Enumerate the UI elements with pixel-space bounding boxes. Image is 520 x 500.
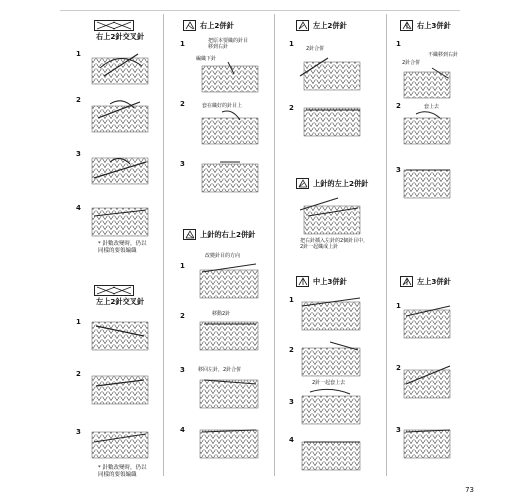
- swatch-illustration: [300, 436, 364, 478]
- purl-decrease-left-symbol-icon: [296, 178, 309, 189]
- step-number: 1: [180, 262, 185, 270]
- swatch-illustration: [298, 54, 364, 98]
- step-number: 2: [289, 346, 294, 354]
- cross-symbol-icon: [94, 285, 134, 296]
- symbol-cross-left: [94, 285, 134, 296]
- swatch-illustration: [302, 102, 364, 144]
- caption: 改變針目的方向: [205, 253, 241, 259]
- section-header: [296, 178, 368, 189]
- section-header: [296, 276, 347, 287]
- caption: 2針合併: [306, 46, 325, 52]
- caption: 把右針插入左針的2個針目中， 2針一起織成上針: [300, 238, 369, 250]
- swatch-illustration: [402, 110, 454, 150]
- step-number: 3: [180, 366, 185, 374]
- section-title: 左上3併針: [417, 276, 451, 286]
- step-number: 2: [180, 100, 185, 108]
- step-number: 2: [396, 102, 401, 110]
- section-header: [183, 229, 255, 240]
- caption: 2針合併: [402, 60, 421, 66]
- section-title: 中上3併針: [313, 276, 347, 286]
- center-decrease-symbol-icon: [296, 276, 309, 287]
- step-number: 3: [180, 160, 185, 168]
- section-title: 左上2針交叉針: [96, 297, 145, 306]
- caption: 2針一起套上去: [312, 380, 346, 386]
- swatch-illustration: [90, 200, 150, 244]
- section-header: [296, 20, 347, 31]
- step-number: 1: [396, 302, 401, 310]
- step-number: 1: [289, 296, 294, 304]
- swatch-illustration: [90, 366, 150, 412]
- swatch-illustration: [298, 196, 364, 240]
- symbol-cross-right: [94, 20, 134, 31]
- caption: 套上去: [424, 104, 440, 110]
- swatch-illustration: [402, 360, 454, 404]
- step-number: 2: [180, 312, 185, 320]
- section-title: 左上2併針: [313, 20, 347, 30]
- section-title: 上針的左上2併針: [313, 178, 369, 188]
- note-text: * 針數改變時，仍以 同樣的要領編織: [98, 465, 147, 478]
- swatch-illustration: [200, 110, 260, 150]
- swatch-illustration: [198, 374, 260, 416]
- step-number: 1: [396, 40, 401, 48]
- step-number: 1: [289, 40, 294, 48]
- caption: 移回左針，2針合併: [198, 367, 242, 373]
- swatch-illustration: [200, 60, 260, 98]
- swatch-illustration: [402, 300, 454, 344]
- step-number: 2: [76, 96, 81, 104]
- caption: 把原本要織的針目 移到右針: [208, 38, 249, 50]
- swatch-illustration: [90, 94, 150, 140]
- swatch-illustration: [300, 340, 364, 382]
- column-divider: [163, 14, 164, 476]
- decrease-left-symbol-icon: [296, 20, 309, 31]
- swatch-illustration: [300, 292, 364, 336]
- step-number: 3: [289, 398, 294, 406]
- section-title: 右上2併針: [200, 20, 234, 30]
- swatch-illustration: [90, 148, 150, 192]
- swatch-illustration: [402, 66, 454, 104]
- section-header: [400, 276, 451, 287]
- step-number: 3: [76, 150, 81, 158]
- top-rule: [60, 10, 460, 11]
- step-number: 1: [76, 50, 81, 58]
- decrease-right-symbol-icon: [183, 20, 196, 31]
- step-number: 1: [180, 40, 185, 48]
- section-header: [400, 20, 451, 31]
- caption: 編織下針: [196, 56, 217, 62]
- section-title: 右上3併針: [417, 20, 451, 30]
- section-title: 右上2針交叉針: [96, 32, 145, 41]
- step-number: 2: [76, 370, 81, 378]
- step-number: 4: [180, 426, 185, 434]
- decrease-3-left-symbol-icon: [400, 276, 413, 287]
- column-divider: [274, 14, 275, 476]
- purl-decrease-right-symbol-icon: [183, 229, 196, 240]
- swatch-illustration: [300, 388, 364, 430]
- step-number: 4: [289, 436, 294, 444]
- section-title: 上針的右上2併針: [200, 229, 256, 239]
- swatch-illustration: [198, 316, 260, 358]
- swatch-illustration: [90, 424, 150, 466]
- step-number: 4: [76, 204, 81, 212]
- step-number: 1: [76, 318, 81, 326]
- swatch-illustration: [90, 314, 150, 358]
- step-number: 3: [396, 426, 401, 434]
- page-number: 73: [465, 486, 474, 494]
- section-header: [183, 20, 234, 31]
- cross-symbol-icon: [94, 20, 134, 31]
- step-number: 3: [396, 166, 401, 174]
- swatch-illustration: [198, 260, 260, 304]
- step-number: 3: [76, 428, 81, 436]
- column-divider: [386, 14, 387, 476]
- swatch-illustration: [198, 424, 260, 466]
- caption: 套在織好的針目上: [202, 103, 243, 109]
- swatch-illustration: [200, 158, 260, 198]
- caption: 不織移到右針: [428, 52, 459, 58]
- step-number: 2: [396, 364, 401, 372]
- note-text: * 針數改變時，仍以 同樣的要領編織: [98, 241, 147, 254]
- swatch-illustration: [402, 162, 454, 204]
- caption: 移動2針: [212, 311, 231, 317]
- swatch-illustration: [90, 48, 150, 92]
- decrease-3-right-symbol-icon: [400, 20, 413, 31]
- swatch-illustration: [402, 424, 454, 466]
- step-number: 2: [289, 104, 294, 112]
